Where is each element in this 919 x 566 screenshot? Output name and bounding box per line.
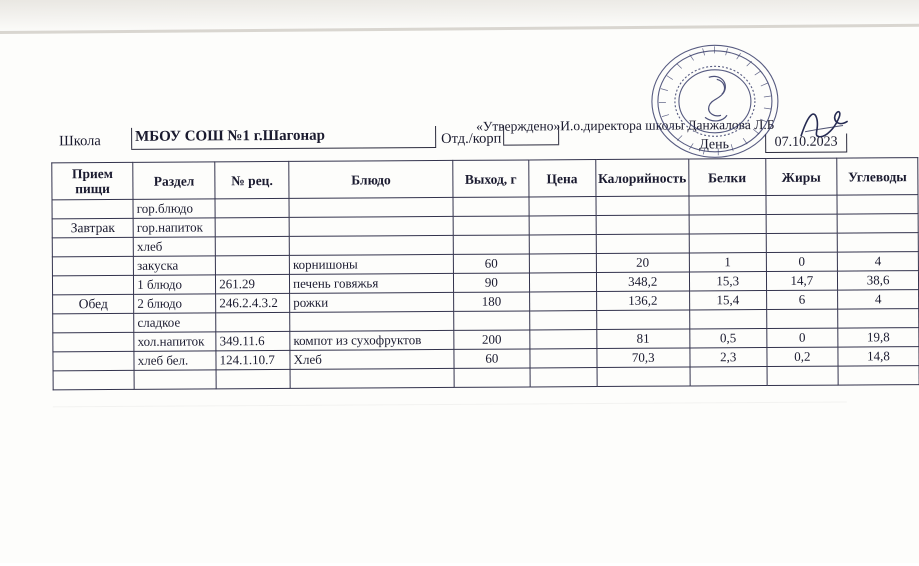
cell-dish[interactable]: Хлеб [290, 349, 454, 369]
cell-price[interactable] [529, 273, 596, 292]
cell-output[interactable]: 90 [454, 273, 530, 292]
cell-output[interactable] [453, 235, 529, 254]
cell-fat[interactable]: 6 [766, 290, 838, 309]
cell-carbs[interactable]: 38,6 [838, 271, 919, 290]
cell-price[interactable] [529, 311, 596, 330]
cell-section: 2 блюдо [134, 294, 216, 314]
cell-recipe[interactable] [216, 255, 290, 274]
cell-recipe[interactable] [215, 217, 289, 236]
cell-output[interactable]: 60 [453, 254, 529, 273]
cell-carbs[interactable]: 4 [838, 290, 919, 309]
scan-artifact [53, 402, 847, 408]
cell-protein[interactable]: 0,5 [690, 329, 767, 348]
cell-protein[interactable] [690, 310, 767, 329]
cell-section: 1 блюдо [134, 275, 216, 295]
cell-recipe[interactable] [216, 369, 290, 388]
cell-recipe[interactable]: 261.29 [216, 274, 290, 293]
cell-carbs[interactable] [838, 366, 919, 385]
approval-text: «Утверждено»И.о.директора школы Данжалова Л.Б [476, 117, 775, 135]
cell-meal [52, 199, 133, 218]
cell-dish[interactable] [289, 216, 453, 236]
cell-fat[interactable]: 0,2 [766, 347, 838, 366]
cell-calories[interactable] [596, 234, 689, 254]
cell-section: сладкое [134, 313, 216, 333]
th-recipe: № рец. [215, 161, 289, 198]
cell-meal [53, 370, 134, 389]
cell-fat[interactable]: 14,7 [766, 271, 838, 290]
th-calories: Калорийность [595, 159, 688, 197]
cell-protein[interactable]: 2,3 [690, 348, 767, 367]
cell-dish[interactable]: компот из сухофруктов [290, 330, 454, 350]
cell-recipe[interactable]: 246.2.4.3.2 [216, 293, 290, 312]
cell-fat[interactable] [766, 233, 838, 252]
cell-meal [53, 332, 134, 351]
cell-recipe[interactable]: 349.11.6 [216, 331, 290, 350]
day-label: День [699, 137, 729, 153]
cell-dish[interactable]: корнишоны [289, 254, 453, 274]
cell-price[interactable] [529, 292, 596, 311]
cell-price[interactable] [529, 254, 596, 273]
cell-fat[interactable] [766, 214, 838, 233]
cell-section: гор.напиток [133, 218, 215, 238]
cell-protein[interactable]: 15,4 [689, 291, 766, 310]
cell-carbs[interactable] [837, 214, 918, 233]
cell-meal [52, 275, 133, 294]
cell-meal [52, 237, 133, 256]
th-protein: Белки [689, 159, 766, 196]
cell-dish[interactable]: печень говяжья [290, 273, 454, 293]
th-output: Выход, г [453, 160, 529, 197]
cell-calories[interactable]: 20 [596, 253, 689, 273]
cell-price[interactable] [530, 368, 597, 387]
cell-calories[interactable]: 136,2 [596, 291, 689, 311]
cell-output[interactable] [453, 216, 529, 235]
school-field[interactable] [131, 126, 436, 150]
cell-section [134, 370, 216, 390]
cell-price[interactable] [529, 197, 596, 216]
cell-calories[interactable] [596, 310, 689, 330]
cell-price[interactable] [529, 216, 596, 235]
cell-protein[interactable] [689, 215, 766, 234]
cell-price[interactable] [529, 330, 596, 349]
cell-price[interactable] [530, 349, 597, 368]
cell-fat[interactable] [766, 195, 838, 214]
cell-protein[interactable] [689, 196, 766, 215]
cell-fat[interactable]: 0 [766, 328, 838, 347]
cell-fat[interactable]: 0 [766, 252, 838, 271]
cell-protein[interactable]: 1 [689, 253, 766, 272]
table-header-row [52, 158, 918, 200]
cell-fat[interactable] [766, 309, 838, 328]
cell-output[interactable]: 200 [454, 330, 530, 349]
cell-section: хлеб бел. [134, 351, 216, 371]
cell-calories[interactable]: 70,3 [597, 348, 690, 368]
cell-carbs[interactable] [837, 233, 918, 252]
cell-output[interactable] [454, 368, 530, 387]
cell-calories[interactable] [597, 367, 690, 387]
cell-output[interactable] [453, 197, 529, 216]
cell-meal [53, 313, 134, 332]
th-fat: Жиры [765, 158, 837, 195]
cell-meal [52, 256, 133, 275]
cell-section: хол.напиток [134, 332, 216, 352]
th-carbs: Углеводы [837, 158, 918, 195]
cell-carbs[interactable] [837, 195, 918, 214]
cell-dish[interactable] [289, 235, 453, 255]
th-section: Раздел [133, 162, 215, 200]
cell-carbs[interactable]: 19,8 [838, 328, 919, 347]
cell-recipe[interactable] [215, 198, 289, 217]
cell-output[interactable] [454, 311, 530, 330]
cell-fat[interactable] [767, 366, 839, 385]
department-label: Отд./корп [441, 131, 501, 148]
cell-meal [53, 351, 134, 370]
cell-recipe[interactable] [215, 236, 289, 255]
th-dish: Блюдо [289, 160, 453, 198]
cell-carbs[interactable] [838, 309, 919, 328]
cell-meal: Обед [53, 294, 134, 313]
table-row [53, 366, 919, 390]
cell-carbs[interactable]: 14,8 [838, 347, 919, 366]
cell-section: гор.блюдо [133, 199, 215, 219]
cell-carbs[interactable]: 4 [837, 252, 918, 271]
cell-recipe[interactable]: 124.1.10.7 [216, 350, 290, 369]
cell-protein[interactable] [689, 234, 766, 253]
day-field[interactable] [765, 134, 847, 154]
school-label: Школа [59, 133, 101, 150]
th-meal: Прием пищи [52, 162, 133, 199]
th-price: Цена [528, 160, 595, 197]
cell-dish[interactable]: рожки [290, 292, 454, 312]
cell-protein[interactable]: 15,3 [689, 272, 766, 291]
cell-meal: Завтрак [52, 218, 133, 237]
cell-calories[interactable]: 81 [596, 329, 689, 349]
cell-protein[interactable] [690, 367, 767, 386]
cell-calories[interactable] [596, 215, 689, 235]
cell-recipe[interactable] [216, 312, 290, 331]
cell-calories[interactable] [596, 196, 689, 216]
cell-section: закуска [134, 256, 216, 276]
cell-price[interactable] [529, 235, 596, 254]
cell-section: хлеб [133, 237, 215, 257]
day-value: 07.10.2023 [765, 134, 847, 153]
cell-dish[interactable] [290, 311, 454, 331]
menu-table [51, 157, 919, 390]
school-value: МБОУ СОШ №1 г.Шагонар [131, 126, 436, 149]
cell-dish[interactable] [290, 368, 454, 388]
department-underline [503, 144, 559, 145]
cell-output[interactable]: 180 [454, 292, 530, 311]
cell-calories[interactable]: 348,2 [596, 272, 689, 292]
cell-output[interactable]: 60 [454, 349, 530, 368]
cell-dish[interactable] [289, 197, 453, 217]
